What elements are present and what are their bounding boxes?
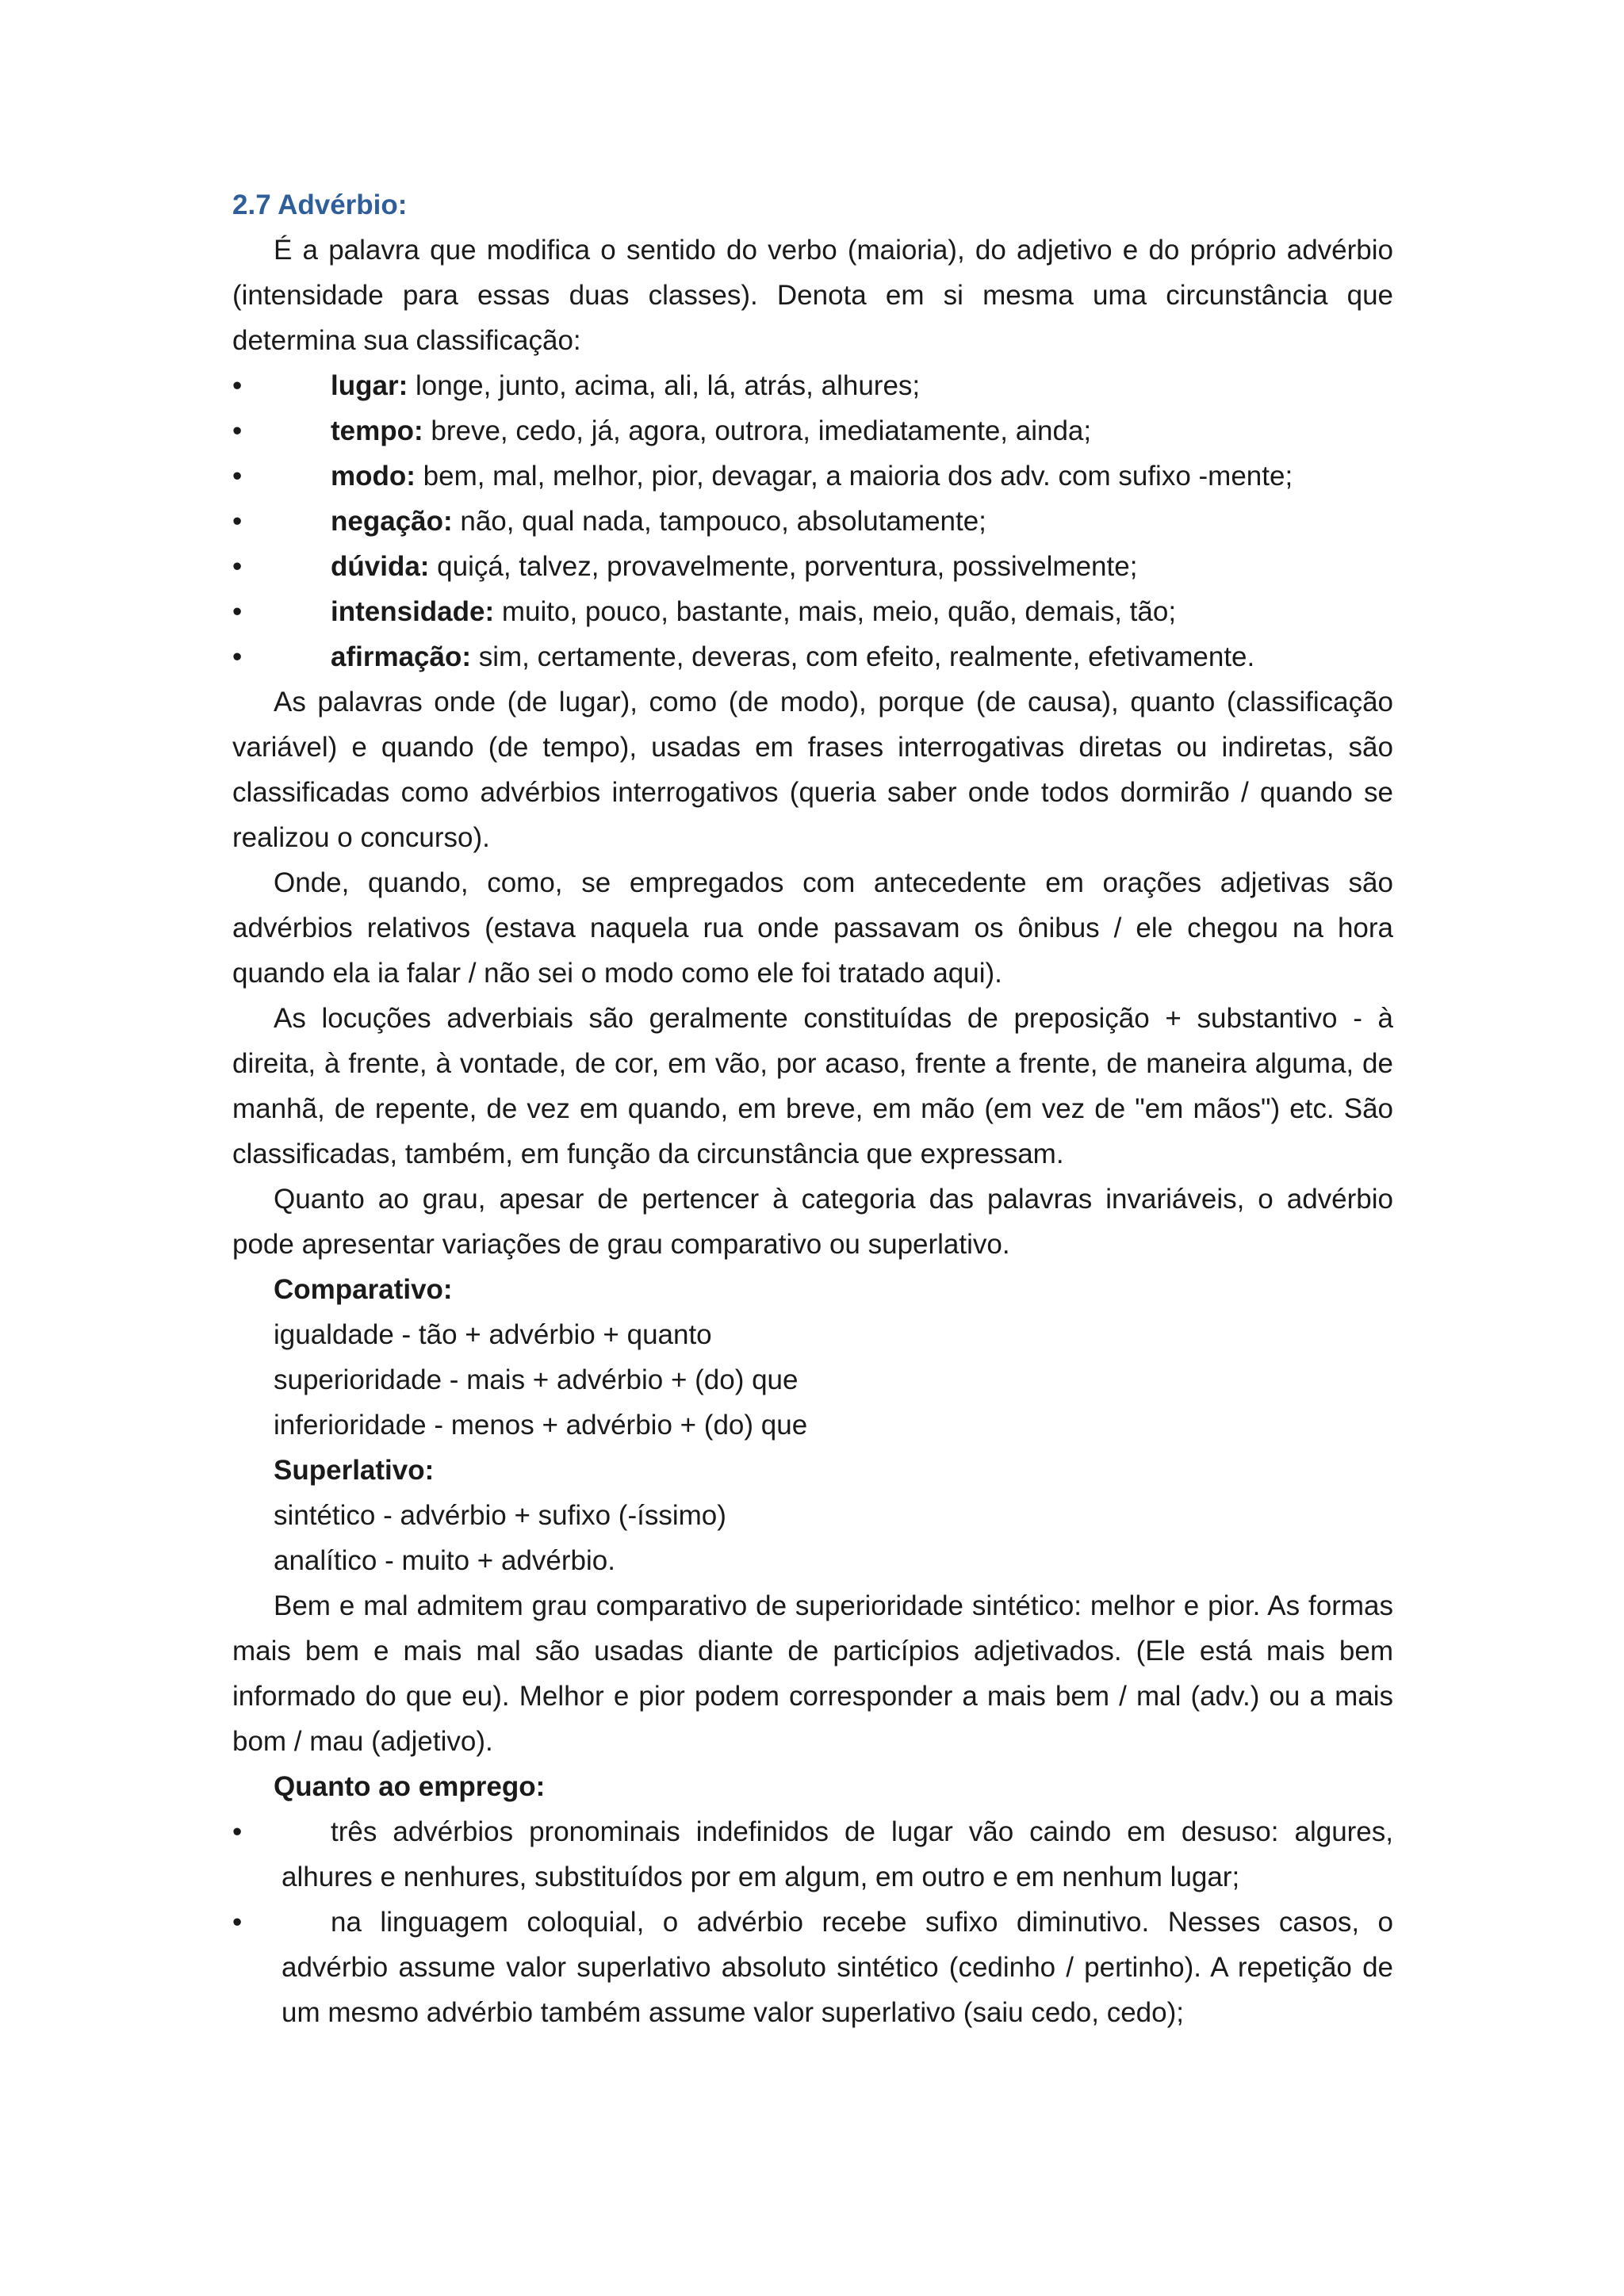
document-page [232, 182, 1393, 2035]
bullet-icon: • [232, 370, 243, 401]
relative-paragraph: Onde, quando, como, se empregados com antecedente em orações adjetivas são advérbios relativos (estava naquela rua onde passavam os ônibus / ele chegou na hora quando ela ia falar / não sei o modo como ele foi tratado aqui). [232, 867, 1393, 989]
bullet-icon: • [232, 506, 243, 537]
list-item [232, 589, 1393, 634]
list-item [232, 453, 1393, 499]
interrogative-paragraph: As palavras onde (de lugar), como (de modo), porque (de causa), quanto (classificação variável) e quando (de tempo), usadas em frases interrogativas diretas ou indiretas, são classificadas como advérbios interrogativos (queria saber onde todos dormirão / quando se realizou o concurso). [232, 687, 1393, 853]
list-item [232, 408, 1393, 453]
list-item-term: modo: [331, 461, 416, 492]
list-item-text: bem, mal, melhor, pior, devagar, a maioria dos adv. com sufixo -mente; [415, 461, 1293, 492]
list-item-text: três advérbios pronominais indefinidos de lugar vão caindo em desuso: algures, alhures e nenhures, substituídos por em algum, em outro e em nenhum lugar; [282, 1816, 1393, 1892]
comparativo-item: superioridade - mais + advérbio + (do) que [274, 1364, 799, 1395]
comparativo-item: igualdade - tão + advérbio + quanto [274, 1319, 712, 1350]
superlativo-item: sintético - advérbio + sufixo (-íssimo) [274, 1500, 726, 1531]
superlativo-title: Superlativo: [274, 1455, 435, 1486]
comparativo-title: Comparativo: [274, 1274, 453, 1305]
list-item [232, 1809, 1393, 1900]
classification-list [232, 363, 1393, 679]
comparativo-item: inferioridade - menos + advérbio + (do) que [274, 1410, 808, 1441]
list-item [232, 363, 1393, 408]
list-item-term: afirmação: [331, 641, 472, 672]
bullet-icon: • [232, 1907, 243, 1938]
bullet-icon: • [232, 1816, 243, 1847]
list-item [232, 499, 1393, 544]
bullet-icon: • [232, 596, 243, 627]
list-item-text: longe, junto, acima, ali, lá, atrás, alhures; [408, 370, 921, 401]
locucoes-paragraph: As locuções adverbiais são geralmente constituídas de preposição + substantivo - à direita, à frente, à vontade, de cor, em vão, por acaso, frente a frente, de maneira alguma, de manhã, de repente, de vez em quando, em breve, em mão (em vez de "em mãos") etc. São classificadas, também, em função da circunstância que expressam. [232, 1003, 1393, 1169]
list-item [232, 634, 1393, 679]
list-item-text: sim, certamente, deveras, com efeito, realmente, efetivamente. [471, 641, 1255, 672]
list-item-term: tempo: [331, 415, 423, 446]
list-item [232, 1900, 1393, 2035]
intro-paragraph: É a palavra que modifica o sentido do verbo (maioria), do adjetivo e do próprio advérbio (intensidade para essas duas classes). Denota em si mesma uma circunstância que determina sua classificação: [232, 235, 1393, 356]
list-item-term: dúvida: [331, 551, 430, 582]
section-heading: 2.7 Advérbio: [232, 189, 408, 220]
emprego-title: Quanto ao emprego: [274, 1771, 546, 1802]
list-item-term: intensidade: [331, 596, 495, 627]
bem-mal-paragraph: Bem e mal admitem grau comparativo de superioridade sintético: melhor e pior. As formas mais bem e mais mal são usadas diante de particípios adjetivados. (Ele está mais bem informado do que eu). Melhor e pior podem corresponder a mais bem / mal (adv.) ou a mais bom / mau (adjetivo). [232, 1590, 1393, 1757]
list-item-text: quiçá, talvez, provavelmente, porventura, possivelmente; [429, 551, 1138, 582]
list-item-term: lugar: [331, 370, 408, 401]
grau-paragraph: Quanto ao grau, apesar de pertencer à categoria das palavras invariáveis, o advérbio pode apresentar variações de grau comparativo ou superlativo. [232, 1184, 1393, 1260]
list-item-term: negação: [331, 506, 453, 537]
bullet-icon: • [232, 461, 243, 492]
bullet-icon: • [232, 415, 243, 446]
emprego-list [232, 1809, 1393, 2035]
bullet-icon: • [232, 551, 243, 582]
superlativo-item: analítico - muito + advérbio. [274, 1545, 615, 1576]
list-item [232, 544, 1393, 589]
list-item-text: não, qual nada, tampouco, absolutamente; [452, 506, 986, 537]
list-item-text: na linguagem coloquial, o advérbio recebe sufixo diminutivo. Nesses casos, o advérbio assume valor superlativo absoluto sintético (cedinho / pertinho). A repetição de um mesmo advérbio também assume valor superlativo (saiu cedo, cedo); [282, 1907, 1393, 2028]
bullet-icon: • [232, 641, 243, 672]
list-item-text: muito, pouco, bastante, mais, meio, quão, demais, tão; [494, 596, 1177, 627]
list-item-text: breve, cedo, já, agora, outrora, imediatamente, ainda; [423, 415, 1092, 446]
